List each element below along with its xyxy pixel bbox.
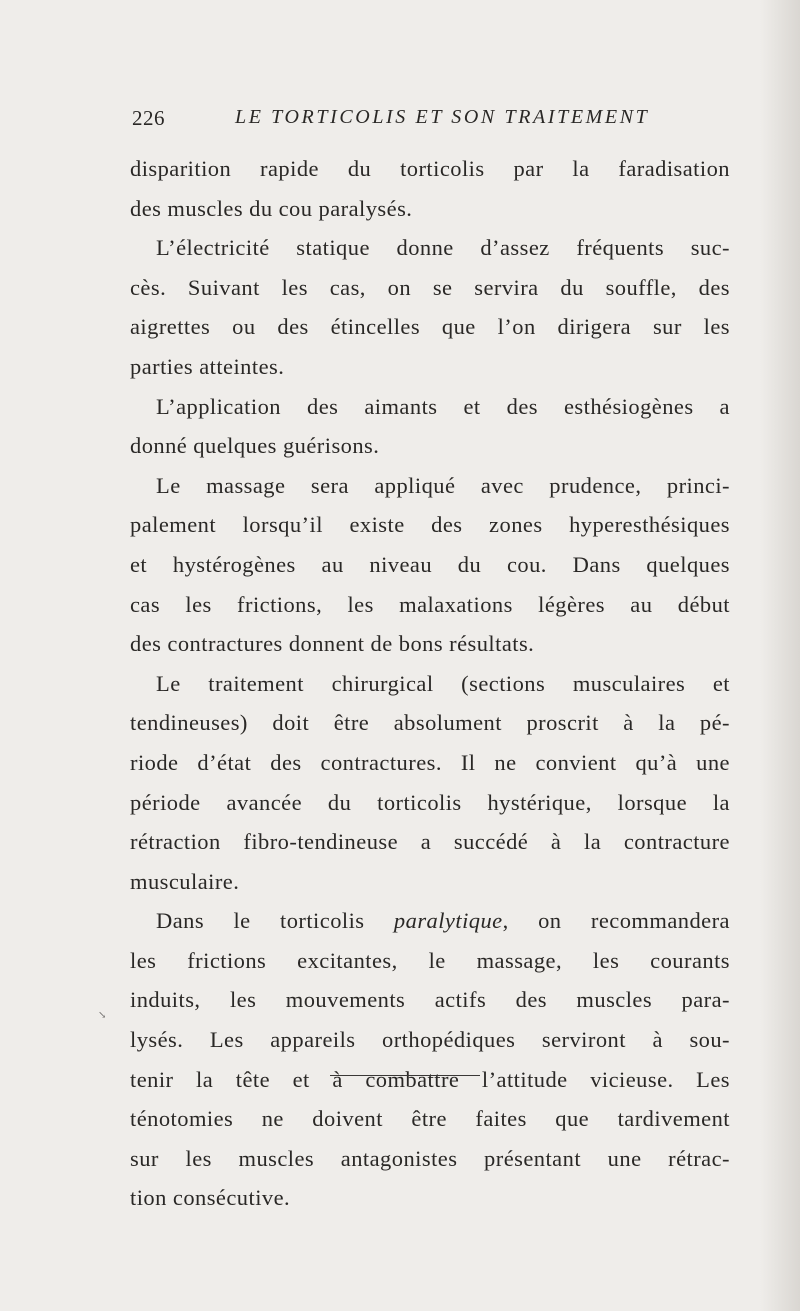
text-line: induits, les mouvements actifs des muscles para-	[130, 987, 730, 1013]
paragraph-start-line	[130, 901, 730, 941]
text-line: donné quelques guérisons.	[130, 433, 380, 459]
text-line: lysés. Les appareils orthopédiques serviront à sou-	[130, 1027, 730, 1053]
text-line: sur les muscles antagonistes présentant une rétrac-	[130, 1145, 730, 1171]
text-line: les frictions excitantes, le massage, les courants	[130, 947, 730, 973]
paragraph-start-line: Le traitement chirurgical (sections musculaires et	[156, 670, 730, 696]
running-head	[132, 106, 714, 132]
text-line: période avancée du torticolis hystérique, lorsque la	[130, 789, 730, 815]
end-rule	[330, 1075, 480, 1076]
paragraph-start-line: L’application des aimants et des esthésiogènes a	[156, 393, 730, 419]
text-line: musculaire.	[130, 868, 240, 894]
text-line: cas les frictions, les malaxations légères au début	[130, 591, 730, 617]
text-line: riode d’état des contractures. Il ne convient qu’à une	[130, 749, 730, 775]
text-line: tenir la tête et à combattre l’attitude vicieuse. Les	[130, 1066, 730, 1092]
italic-term: paralytique	[393, 908, 503, 934]
text-line: des muscles du cou paralysés.	[130, 195, 413, 221]
text-line: des contractures donnent de bons résultats.	[130, 631, 535, 657]
page-edge-shadow	[760, 0, 800, 1311]
text-line: et hystérogènes au niveau du cou. Dans quelques	[130, 551, 730, 577]
text-line: palement lorsqu’il existe des zones hyperesthésiques	[130, 512, 730, 538]
text-line: cès. Suivant les cas, on se servira du souffle, des	[130, 274, 730, 300]
paragraph-start-line: Le massage sera appliqué avec prudence, princi-	[156, 472, 730, 498]
text-line: disparition rapide du torticolis par la faradisation	[130, 156, 730, 181]
text-line: ténotomies ne doivent être faites que tardivement	[130, 1106, 730, 1132]
text-line: aigrettes ou des étincelles que l’on dirigera sur les	[130, 314, 730, 340]
ink-speck: ↘	[98, 1010, 107, 1021]
paragraph-start-line: L’électricité statique donne d’assez fréquents suc-	[156, 235, 730, 261]
text-segment: Dans le torticolis	[156, 908, 394, 934]
running-title: LE TORTICOLIS ET SON TRAITEMENT	[235, 106, 650, 128]
text-line: tion consécutive.	[130, 1185, 291, 1211]
text-line: rétraction fibro-tendineuse a succédé à la contracture	[130, 829, 730, 855]
text-line: tendineuses) doit être absolument proscrit à la pé-	[130, 710, 730, 736]
text-line: parties atteintes.	[130, 353, 285, 379]
page-number: 226	[132, 106, 165, 130]
body-text	[130, 149, 730, 1218]
text-segment: , on recommandera	[502, 908, 730, 934]
